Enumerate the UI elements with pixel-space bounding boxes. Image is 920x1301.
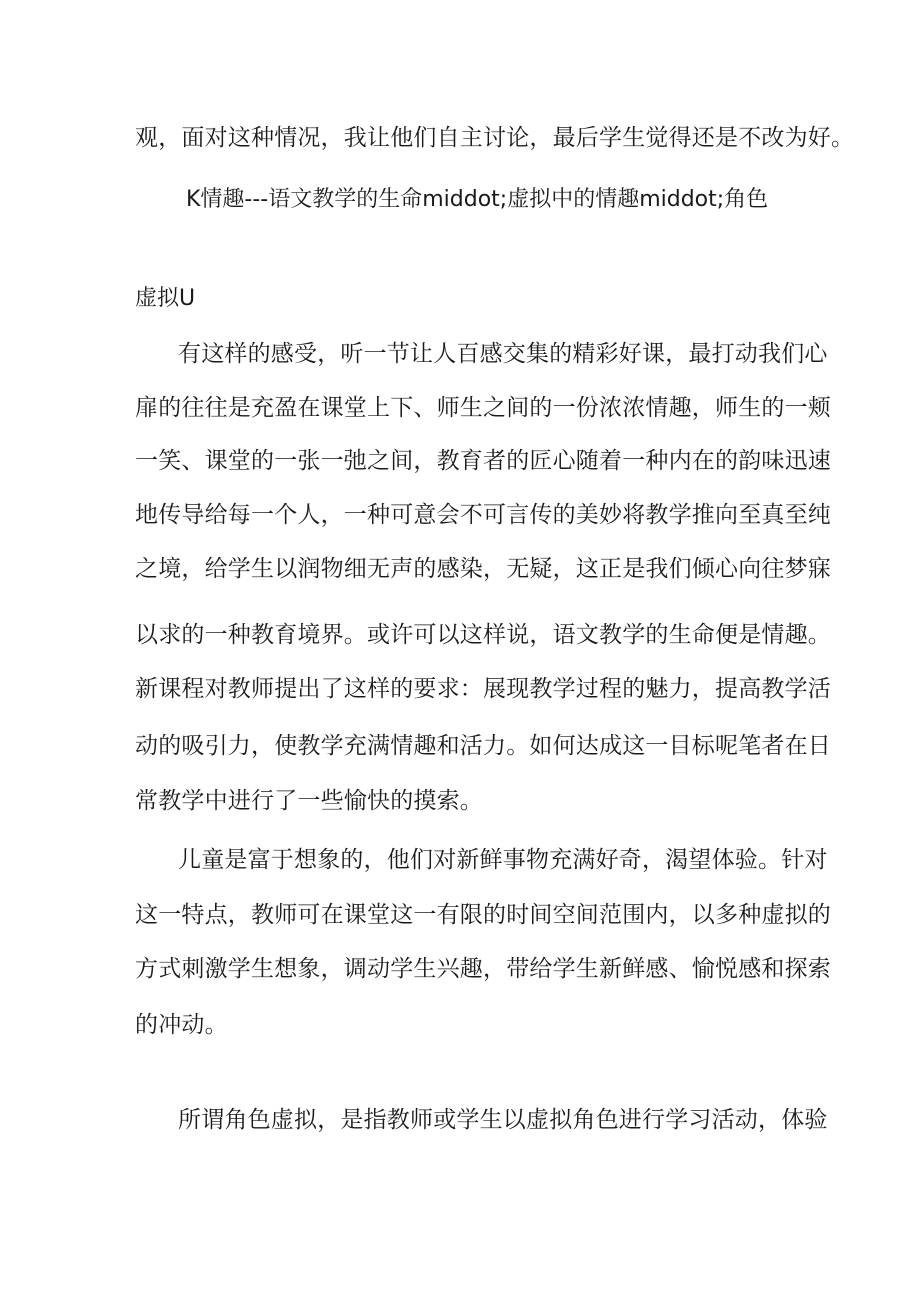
section-heading-continued: 虚拟U <box>135 286 196 311</box>
paragraph1-line: 一笑、课堂的一张一弛之间，教育者的匠心随着一种内在的韵味迅速 <box>135 448 831 474</box>
section-heading: K情趣---语文教学的生命middot;虚拟中的情趣middot;角色 <box>186 187 769 212</box>
intro-line: 观，面对这种情况，我让他们自主讨论，最后学生觉得还是不改为好。 <box>135 125 855 151</box>
paragraph1-line: 扉的往往是充盈在课堂上下、师生之间的一份浓浓情趣，师生的一颊 <box>135 395 831 421</box>
paragraph2-line: 这一特点，教师可在课堂这一有限的时间空间范围内，以多种虚拟的 <box>135 902 831 928</box>
paragraph1-line: 之境，给学生以润物细无声的感染，无疑，这正是我们倾心向往梦寐 <box>135 556 831 582</box>
paragraph2-line: 的冲动。 <box>135 1012 228 1038</box>
paragraph1-line: 动的吸引力，使教学充满情趣和活力。如何达成这一目标呢笔者在日 <box>135 733 831 759</box>
paragraph1-line: 新课程对教师提出了这样的要求：展现教学过程的魅力，提高教学活 <box>135 676 831 702</box>
paragraph1-line: 地传导给每一个人，一种可意会不可言传的美妙将教学推向至真至纯 <box>135 502 831 528</box>
paragraph1-line: 常教学中进行了一些愉快的摸索。 <box>135 788 483 814</box>
paragraph1-line: 有这样的感受，听一节让人百感交集的精彩好课，最打动我们心 <box>178 341 828 367</box>
paragraph2-line: 儿童是富于想象的，他们对新鲜事物充满好奇，渴望体验。针对 <box>178 847 828 873</box>
paragraph2-line: 方式刺激学生想象，调动学生兴趣，带给学生新鲜感、愉悦感和探索 <box>135 956 831 982</box>
paragraph1-line: 以求的一种教育境界。或许可以这样说，语文教学的生命便是情趣。 <box>135 622 831 648</box>
paragraph3-line: 所谓角色虚拟，是指教师或学生以虚拟角色进行学习活动，体验 <box>178 1107 828 1133</box>
